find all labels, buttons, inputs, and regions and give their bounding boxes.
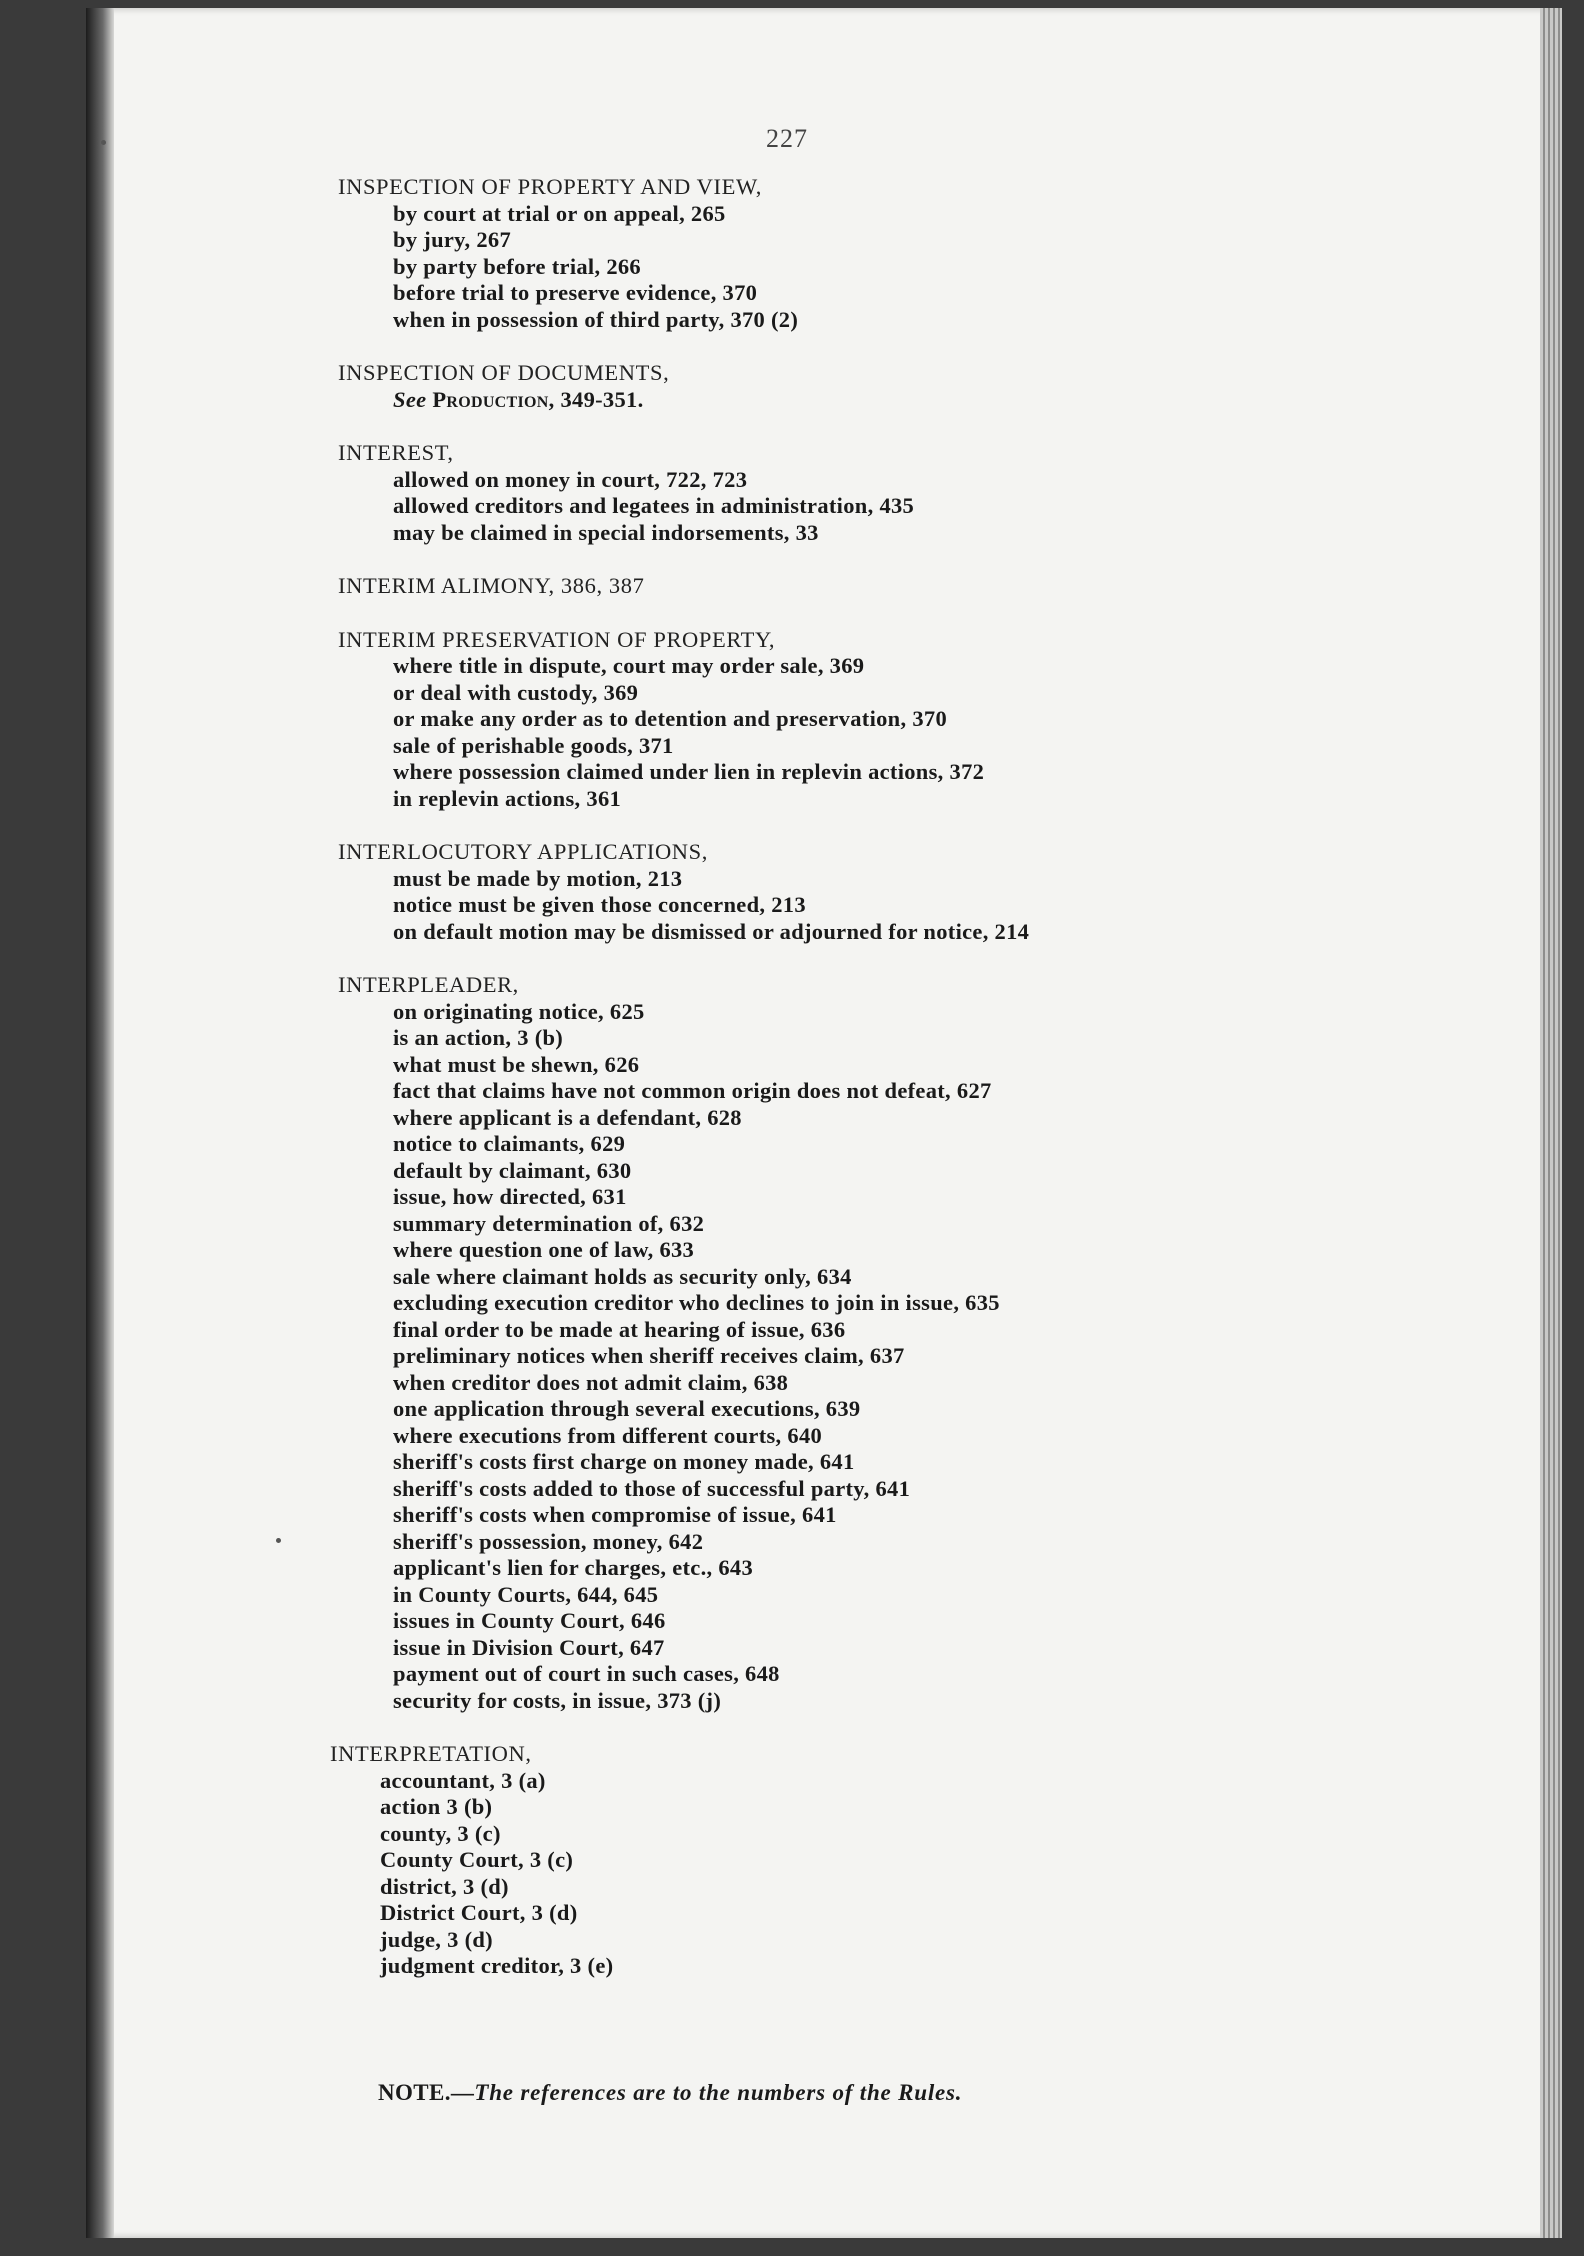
entry-item: fact that claims have not common origin does not defeat, 627: [393, 1078, 992, 1103]
index-entry-interim-preservation: [338, 627, 1338, 813]
index-entry-interest: [338, 440, 1338, 546]
entry-item: issue in Division Court, 647: [393, 1634, 665, 1660]
entry-item: final order to be made at hearing of issue, 636: [393, 1316, 846, 1342]
entry-item: default by claimant, 630: [393, 1157, 632, 1183]
entry-item: notice to claimants, 629: [393, 1131, 626, 1156]
index-entry-interlocutory: [338, 839, 1338, 945]
index-entry-interpretation: [330, 1741, 1338, 1980]
entry-item: allowed creditors and legatees in administration, 435: [393, 493, 915, 518]
entry-item: when creditor does not admit claim, 638: [393, 1369, 789, 1395]
entry-item: sheriff's costs first charge on money made, 641: [393, 1449, 855, 1474]
note-label: NOTE.—: [378, 2080, 475, 2105]
entry-item: judge, 3 (d): [380, 1926, 493, 1952]
speck: [276, 1538, 281, 1543]
index-entry-inspection-documents: [338, 360, 1338, 413]
see-prefix: See: [393, 386, 427, 412]
entry-item: County Court, 3 (c): [380, 1847, 574, 1872]
entry-item: applicant's lien for charges, etc., 643: [393, 1555, 753, 1580]
see-reference: [338, 387, 1338, 414]
entry-item: action 3 (b): [380, 1794, 493, 1819]
entry-item: summary determination of, 632: [393, 1210, 705, 1236]
entry-item: accountant, 3 (a): [380, 1767, 546, 1793]
entry-item: one application through several executions, 639: [393, 1396, 861, 1421]
entry-item: by court at trial or on appeal, 265: [393, 200, 726, 226]
entry-heading: INTEREST,: [338, 440, 454, 465]
entry-item: district, 3 (d): [380, 1873, 509, 1899]
entry-item: before trial to preserve evidence, 370: [393, 280, 758, 305]
entry-item: what must be shewn, 626: [393, 1051, 640, 1077]
entry-item: excluding execution creditor who declines to join in issue, 635: [393, 1290, 1000, 1315]
entry-item: by jury, 267: [393, 227, 511, 252]
page-edges: [1540, 8, 1562, 2238]
book-gutter: [86, 8, 114, 2238]
index-content: [330, 174, 1338, 2007]
see-ref: Production,: [432, 386, 555, 412]
entry-heading: INTERLOCUTORY APPLICATIONS,: [338, 839, 708, 864]
entry-item: preliminary notices when sheriff receives claim, 637: [393, 1343, 905, 1368]
entry-item: notice must be given those concerned, 213: [393, 892, 806, 917]
entry-item: allowed on money in court, 722, 723: [393, 466, 748, 492]
entry-heading: INTERIM ALIMONY, 386, 387: [338, 573, 645, 598]
entry-item: county, 3 (c): [380, 1820, 501, 1846]
note-text: The references are to the numbers of the Rules.: [474, 2080, 963, 2105]
entry-item: sheriff's costs added to those of successful party, 641: [393, 1475, 911, 1501]
index-entry-inspection-property: [338, 174, 1338, 333]
entry-heading: INTERPRETATION,: [330, 1741, 532, 1766]
entry-heading: INSPECTION OF PROPERTY AND VIEW,: [338, 174, 762, 199]
entry-item: where executions from different courts, 640: [393, 1422, 823, 1448]
page-number: 227: [766, 124, 808, 153]
see-pages: 349-351.: [554, 386, 644, 412]
entry-item: where applicant is a defendant, 628: [393, 1104, 742, 1130]
entry-heading: INTERIM PRESERVATION OF PROPERTY,: [338, 626, 776, 652]
entry-item: sale of perishable goods, 371: [393, 732, 674, 758]
entry-item: where possession claimed under lien in replevin actions, 372: [393, 759, 985, 784]
speck: [101, 140, 106, 145]
entry-heading: INTERPLEADER,: [338, 972, 519, 997]
entry-item: or deal with custody, 369: [393, 679, 639, 705]
entry-item: on default motion may be dismissed or adjourned for notice, 214: [393, 918, 1030, 944]
entry-item: sale where claimant holds as security only, 634: [393, 1263, 852, 1289]
entry-item: on originating notice, 625: [393, 998, 645, 1024]
entry-item: is an action, 3 (b): [393, 1025, 564, 1050]
entry-item: sheriff's costs when compromise of issue, 641: [393, 1502, 837, 1527]
entry-item: must be made by motion, 213: [393, 865, 683, 891]
entry-item: judgment creditor, 3 (e): [380, 1953, 614, 1978]
entry-item: by party before trial, 266: [393, 253, 641, 279]
entry-heading: INSPECTION OF DOCUMENTS,: [338, 360, 670, 385]
entry-item: may be claimed in special indorsements, 33: [393, 519, 819, 545]
entry-item: sheriff's possession, money, 642: [393, 1528, 704, 1554]
entry-item: security for costs, in issue, 373 (j): [393, 1687, 722, 1713]
entry-item: issue, how directed, 631: [393, 1184, 627, 1209]
entry-item: when in possession of third party, 370 (2): [393, 306, 799, 332]
entry-item: or make any order as to detention and preservation, 370: [393, 706, 947, 731]
entry-item: in replevin actions, 361: [393, 785, 622, 811]
index-entry-interpleader: [338, 972, 1338, 1714]
entry-item: issues in County Court, 646: [393, 1608, 666, 1633]
entry-item: where title in dispute, court may order sale, 369: [393, 653, 865, 678]
index-entry-interim-alimony: [338, 573, 1338, 600]
entry-item: where question one of law, 633: [393, 1237, 695, 1262]
entry-item: in County Courts, 644, 645: [393, 1581, 659, 1607]
entry-item: District Court, 3 (d): [380, 1900, 578, 1925]
entry-item: payment out of court in such cases, 648: [393, 1661, 780, 1686]
footnote: [378, 2080, 962, 2106]
